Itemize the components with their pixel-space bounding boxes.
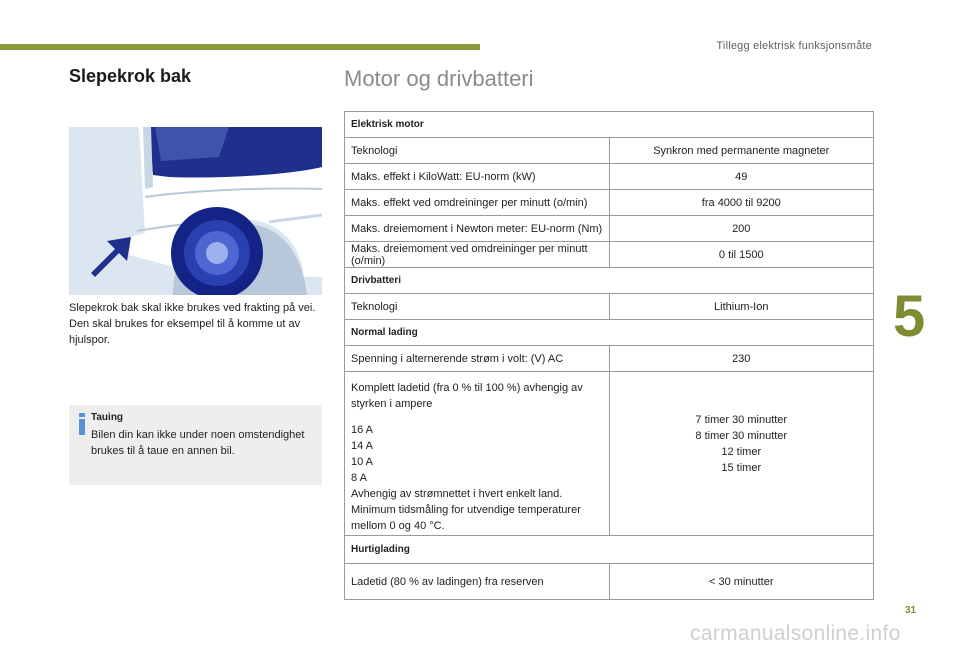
chapter-number: 5	[893, 284, 926, 349]
table-row	[345, 294, 874, 320]
table-row-charge-times	[345, 372, 874, 536]
section-heading-motor: Elektrisk motor	[345, 112, 874, 138]
row-value: Lithium-Ion	[609, 294, 874, 320]
table-section-row	[345, 268, 874, 294]
row-label: Spenning i alternerende strøm i volt: (V) AC	[345, 346, 610, 372]
section-heading-battery: Drivbatteri	[345, 268, 874, 294]
charge-time: 7 timer 30 minutter	[695, 414, 788, 426]
table-row	[345, 346, 874, 372]
charge-label-cell	[345, 372, 610, 536]
row-value: 230	[609, 346, 874, 372]
table-row	[345, 216, 874, 242]
info-icon	[77, 413, 87, 435]
charge-time: 15 timer	[721, 462, 762, 474]
charge-intro: Komplett ladetid (fra 0 % til 100 %) avhengig av styrken i ampere	[351, 382, 583, 410]
amp-value: 14 A	[351, 440, 374, 452]
section-header: Tillegg elektrisk funksjonsmåte	[716, 40, 872, 52]
row-label: Maks. dreiemoment ved omdreininger per minutt (o/min)	[345, 242, 610, 268]
row-label: Maks. dreiemoment i Newton meter: EU-norm (Nm)	[345, 216, 610, 242]
table-row	[345, 190, 874, 216]
row-label: Teknologi	[345, 294, 610, 320]
row-value: 0 til 1500	[609, 242, 874, 268]
amp-value: 8 A	[351, 472, 367, 484]
page-number: 31	[905, 605, 917, 616]
charge-times-cell	[609, 372, 874, 536]
row-value: Synkron med permanente magneter	[609, 138, 874, 164]
tow-hook-description: Slepekrok bak skal ikke brukes ved frakting på vei. Den skal brukes for eksempel til å komme ut av hjulspor.	[69, 302, 316, 346]
charge-time: 8 timer 30 minutter	[695, 430, 788, 442]
main-section-title: Motor og drivbatteri	[344, 66, 534, 91]
header-accent-bar	[0, 44, 480, 50]
table-row	[345, 138, 874, 164]
table-section-row	[345, 536, 874, 564]
tow-hook-illustration	[69, 127, 322, 295]
info-heading: Tauing	[91, 412, 124, 423]
row-value: < 30 minutter	[609, 564, 874, 600]
row-label: Maks. effekt ved omdreininger per minutt (o/min)	[345, 190, 610, 216]
row-label: Teknologi	[345, 138, 610, 164]
table-section-row	[345, 112, 874, 138]
amp-value: 10 A	[351, 456, 374, 468]
table-row	[345, 242, 874, 268]
row-value: 49	[609, 164, 874, 190]
row-label: Maks. effekt i KiloWatt: EU-norm (kW)	[345, 164, 610, 190]
charge-note: Avhengig av strømnettet i hvert enkelt land.	[351, 488, 563, 500]
charge-note: Minimum tidsmåling for utvendige temperaturer mellom 0 og 40 °C.	[351, 504, 581, 532]
charge-time: 12 timer	[721, 446, 762, 458]
section-heading-fast-charging: Hurtiglading	[345, 536, 874, 564]
info-text: Bilen din kan ikke under noen omstendighet brukes til å taue en annen bil.	[91, 429, 305, 457]
car-rear-drawing	[69, 127, 322, 295]
section-heading-normal-charging: Normal lading	[345, 320, 874, 346]
row-label: Ladetid (80 % av ladingen) fra reserven	[345, 564, 610, 600]
table-section-row	[345, 320, 874, 346]
left-section-title: Slepekrok bak	[69, 66, 192, 86]
amp-value: 16 A	[351, 424, 374, 436]
spec-table	[344, 111, 874, 600]
table-row	[345, 164, 874, 190]
row-value: fra 4000 til 9200	[609, 190, 874, 216]
info-box-towing	[69, 405, 322, 485]
watermark: carmanualsonline.info	[690, 622, 901, 645]
row-value: 200	[609, 216, 874, 242]
table-row	[345, 564, 874, 600]
